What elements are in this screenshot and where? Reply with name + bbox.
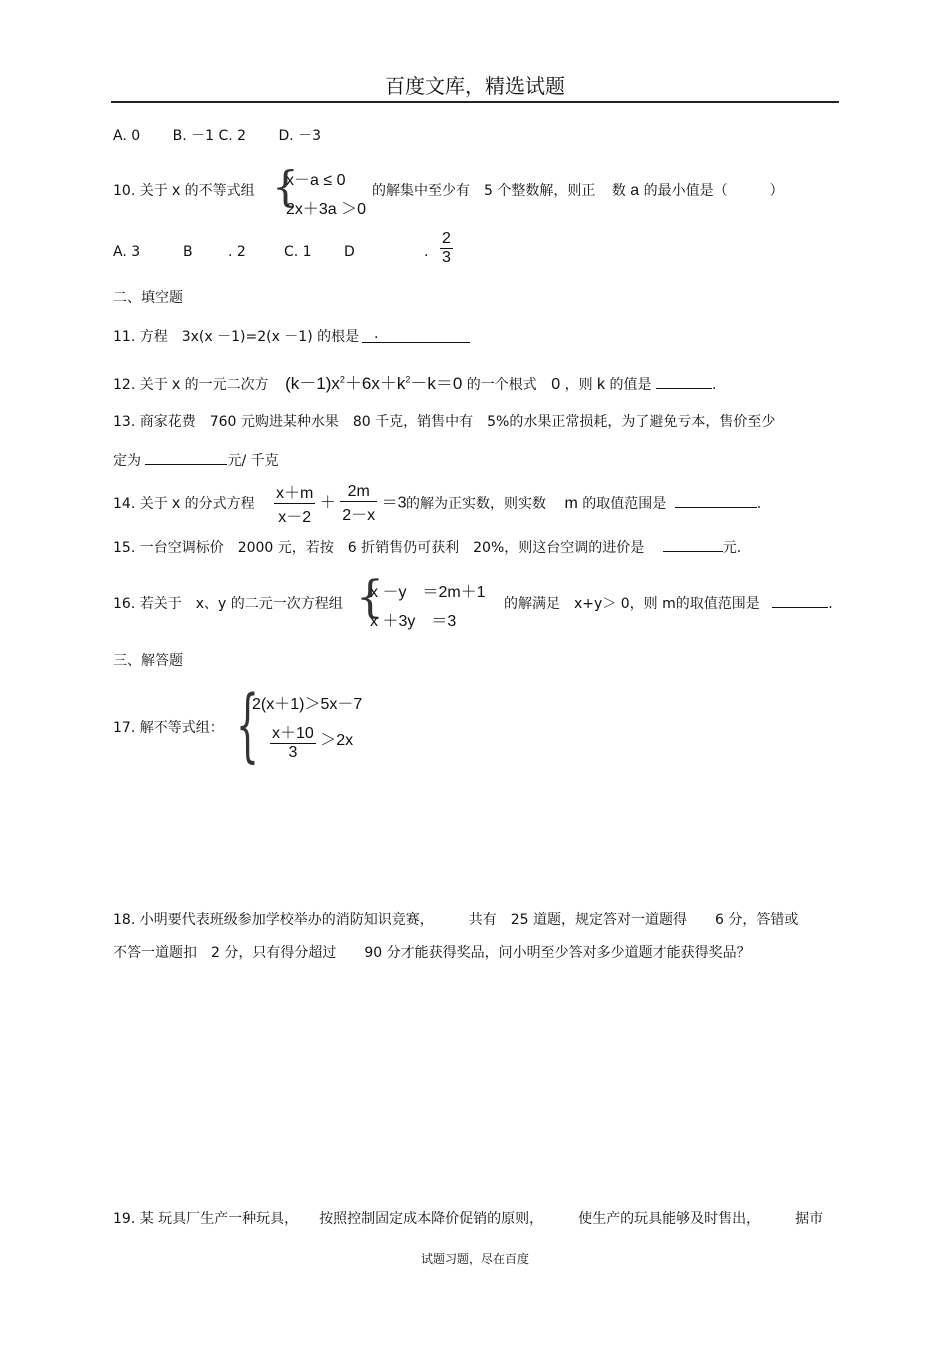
q10-suffix (372, 180, 784, 200)
q12-eq-part3: －k＝0 (410, 374, 463, 393)
section-fill-in-title: 二、填空题 (113, 290, 183, 306)
q10-prefix (113, 180, 255, 200)
q12-prefix: 12. 关于 (113, 377, 168, 393)
page-header-title: 百度文库，精选试题 (385, 74, 565, 98)
q14-prefix-text: 14. 关于 (113, 496, 168, 512)
q13-line-2 (113, 450, 279, 470)
q10-ineq-1: x－a ≤ 0 (286, 172, 346, 189)
q17-ineq-1: 2(x＋1)＞5x－7 (252, 696, 363, 713)
q14-f1-numerator: x＋m (274, 480, 315, 504)
q14-m-var: m (564, 495, 578, 512)
q14-mid-text: 的分式方程 (184, 496, 255, 512)
q12-after: 的一个根式 (466, 377, 537, 393)
q14-after-text: 的解为正实数，则实数 (406, 496, 546, 512)
q10-option-a: A. 3 (113, 244, 141, 260)
q12-line (113, 369, 716, 394)
q18-line-1: 18. 小明要代表班级参加学校举办的消防知识竞赛， 共有 25 道题，规定答对一道题得 6 分，答错或 (113, 912, 799, 928)
q17-ineq-2-tail: ＞2x (320, 732, 354, 750)
q10-suffix2-text: 数 (611, 183, 626, 199)
q9-options: A. 0 B. －1 C. 2 D. －3 (113, 128, 322, 144)
q14-period: . (756, 496, 762, 512)
q12-equation (285, 374, 462, 393)
q14-equation (274, 480, 407, 527)
q16-after-text: 的解满足 x+y＞ 0，则 m的取值范围是 (504, 596, 760, 612)
q10-d-numerator: 2 (442, 230, 451, 247)
q15-answer-blank[interactable] (663, 551, 723, 552)
q12-var: x (172, 376, 181, 393)
q16-prefix: 16. 若关于 x、y 的二元一次方程组 (113, 596, 343, 612)
q12-period: . (711, 377, 717, 393)
q11-blank-line (362, 342, 470, 343)
q14-f2-denominator: 2－x (342, 506, 376, 524)
q14-answer-blank[interactable] (675, 507, 757, 508)
q12-root: 0 (551, 376, 561, 393)
q12-sup1: 2 (339, 374, 345, 385)
q16-eq-2: x ＋3y ＝3 (370, 613, 457, 630)
q17-brace: { (236, 678, 259, 771)
q17-ineq-2 (270, 720, 353, 762)
q10-option-b-label: B (183, 244, 193, 260)
q19-line-1: 19. 某 玩具厂生产一种玩具， 按照控制固定成本降价促销的原则， 使生产的玩具能够及时售出， 据市 (113, 1211, 824, 1227)
q17-numerator: x＋10 (270, 720, 316, 744)
q12-k-var: k (597, 376, 606, 393)
q15-text: 15. 一台空调标价 2000 元，若按 6 折销售仍可获利 20%，则这台空调的进价是 (113, 540, 645, 556)
section-answer-title: 三、解答题 (113, 653, 183, 669)
q13-answer-blank[interactable] (145, 464, 227, 465)
q14-suffix (406, 493, 761, 513)
q12-sup2: 2 (405, 374, 411, 385)
q10-mid-text: 的不等式组 (184, 183, 255, 199)
q16-period: . (828, 596, 833, 612)
q15-end: 元. (722, 540, 742, 556)
q12-comma: ，则 (564, 377, 593, 393)
q10-option-d-dot: . (424, 244, 429, 260)
q10-option-b-value: . 2 (228, 244, 246, 260)
q12-answer-blank[interactable] (656, 388, 712, 389)
q14-prefix (113, 493, 255, 513)
q16-answer-blank[interactable] (772, 607, 828, 608)
q18-line-2: 不答一道题扣 2 分，只有得分超过 90 分才能获得奖品，问小明至少答对多少道题才能获得奖品？ (113, 945, 751, 961)
q10-var: x (172, 182, 181, 199)
q10-prefix-text: 10. 关于 (113, 183, 168, 199)
q12-mid: 的一元二次方 (184, 377, 269, 393)
q10-option-d-fraction (440, 230, 453, 267)
q16-suffix (504, 593, 833, 613)
q16-eq-1: x －y ＝2m＋1 (370, 584, 486, 601)
q16-brace: { (356, 572, 384, 623)
q14-end-text: 的取值范围是 (582, 496, 667, 512)
q14-var: x (172, 495, 181, 512)
q14-f1-denominator: x－2 (278, 509, 312, 526)
q11-answer-blank[interactable] (362, 326, 470, 342)
q11-blank-dot: . (374, 326, 379, 342)
q13-line2-prefix: 定为 (113, 453, 141, 469)
q10-option-d-label: D (344, 244, 355, 260)
page-footer: 试题习题，尽在百度 (420, 1252, 529, 1266)
q17-denominator: 3 (288, 744, 298, 761)
q15-line (113, 537, 741, 557)
q12-end: 的值是 (609, 377, 652, 393)
q12-eq-part1: (k－1)x (285, 374, 340, 393)
q13-line-1: 13. 商家花费 760 元购进某种水果 80 千克，销售中有 5%的水果正常损耗，为了避免亏本，售价至少 (113, 414, 776, 430)
q10-a-var: a (630, 182, 640, 199)
q13-line2-suffix: 元/ 千克 (227, 453, 279, 469)
q10-suffix-text: 的解集中至少有 5 个整数解，则正 (372, 183, 596, 199)
q11-text: 11. 方程 3x(x －1)=2(x －1) 的根是 (113, 329, 360, 345)
q12-eq-part2: ＋6x＋k (344, 374, 406, 393)
q10-option-c: C. 1 (284, 244, 312, 260)
q10-d-denominator: 3 (442, 249, 451, 266)
q14-f2-numerator: 2m (340, 483, 377, 502)
header-divider (111, 101, 839, 103)
q17-label: 17. 解不等式组： (113, 720, 224, 736)
q14-plus: ＋ (319, 494, 336, 512)
q14-equals: ＝3 (381, 494, 407, 512)
q10-brace: { (272, 162, 299, 211)
q10-end-text: 的最小值是（ ） (643, 183, 784, 199)
q10-ineq-2: 2x＋3a ＞0 (286, 201, 367, 218)
